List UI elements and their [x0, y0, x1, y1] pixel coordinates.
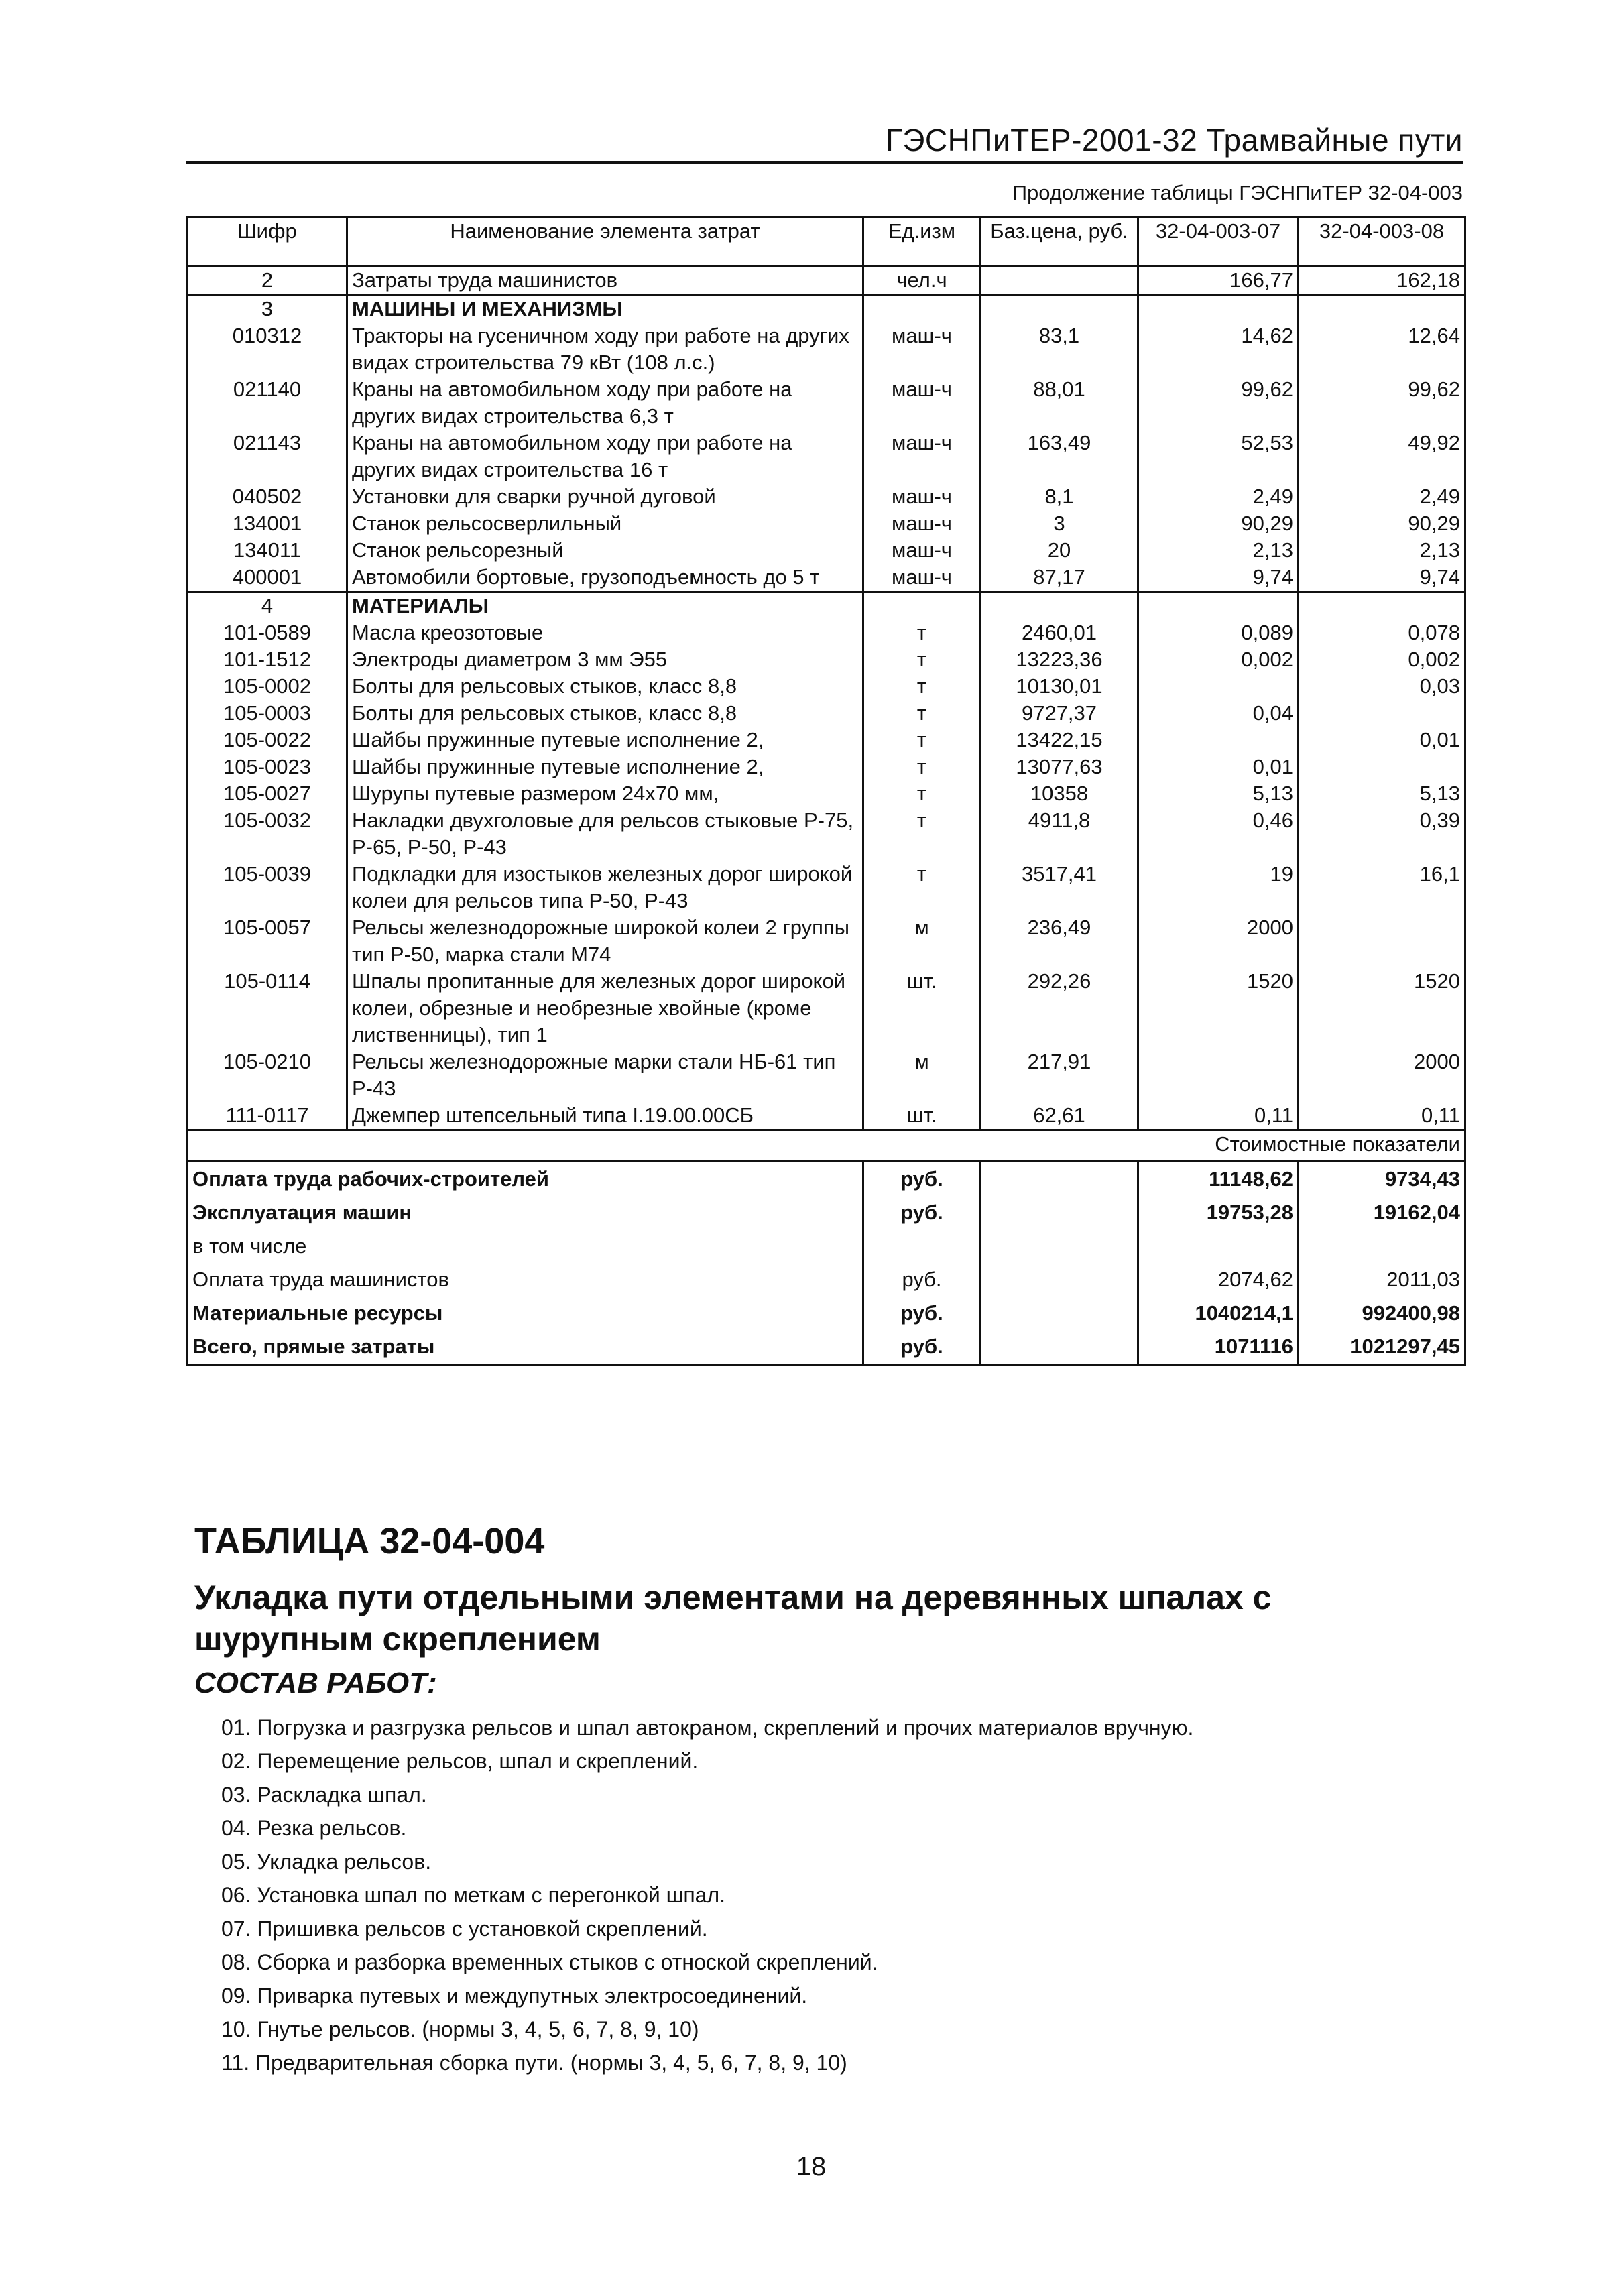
summary-v1: 2074,62	[1138, 1263, 1299, 1296]
cell-code: 134011	[188, 537, 347, 564]
cell-name: МАШИНЫ И МЕХАНИЗМЫ	[347, 295, 863, 323]
cost-table	[186, 216, 1466, 1366]
cell-v1	[1138, 1048, 1299, 1102]
summary-name: Оплата труда рабочих-строителей	[188, 1162, 863, 1197]
cell-code: 105-0002	[188, 673, 347, 700]
cell-code: 105-0114	[188, 968, 347, 1048]
cell-name: Краны на автомобильном ходу при работе на других видах строительства 6,3 т	[347, 376, 863, 430]
cell-unit: маш-ч	[863, 564, 981, 592]
cell-unit: маш-ч	[863, 322, 981, 376]
table-row	[188, 968, 1465, 1048]
cell-code: 101-1512	[188, 646, 347, 673]
cell-code: 040502	[188, 483, 347, 510]
summary-name: Оплата труда машинистов	[188, 1263, 863, 1296]
cell-code: 021143	[188, 430, 347, 483]
cell-v1: 9,74	[1138, 564, 1299, 592]
cell-v1: 1520	[1138, 968, 1299, 1048]
cell-price	[981, 295, 1138, 323]
cell-name: Болты для рельсовых стыков, класс 8,8	[347, 700, 863, 727]
cell-v1: 166,77	[1138, 266, 1299, 295]
summary-row	[188, 1229, 1465, 1263]
cell-unit: т	[863, 807, 981, 861]
cell-unit: т	[863, 753, 981, 780]
summary-v1	[1138, 1229, 1299, 1263]
summary-v2: 9734,43	[1299, 1162, 1465, 1197]
cell-v2: 5,13	[1299, 780, 1465, 807]
cell-price: 217,91	[981, 1048, 1138, 1102]
section-title: ТАБЛИЦА 32-04-004	[194, 1521, 545, 1561]
summary-v1: 19753,28	[1138, 1196, 1299, 1229]
cell-v1: 0,002	[1138, 646, 1299, 673]
cell-v2: 9,74	[1299, 564, 1465, 592]
table-row	[188, 673, 1465, 700]
table-row	[188, 510, 1465, 537]
cell-code: 105-0039	[188, 861, 347, 914]
cell-name: Станок рельсосверлильный	[347, 510, 863, 537]
cell-price: 8,1	[981, 483, 1138, 510]
works-list	[221, 1711, 1428, 2079]
summary-price-empty	[981, 1162, 1138, 1197]
cell-v2: 0,11	[1299, 1102, 1465, 1130]
cell-price: 20	[981, 537, 1138, 564]
table-row	[188, 483, 1465, 510]
cell-v2: 2,49	[1299, 483, 1465, 510]
summary-price-empty	[981, 1263, 1138, 1296]
summary-row	[188, 1196, 1465, 1229]
cell-v1	[1138, 295, 1299, 323]
cell-v1: 0,089	[1138, 619, 1299, 646]
cell-v1: 0,11	[1138, 1102, 1299, 1130]
summary-v1: 1071116	[1138, 1330, 1299, 1365]
cell-name: Краны на автомобильном ходу при работе на других видах строительства 16 т	[347, 430, 863, 483]
table-body	[188, 266, 1465, 1130]
column-header-price: Баз.цена, руб.	[981, 217, 1138, 266]
summary-v2: 2011,03	[1299, 1263, 1465, 1296]
cell-unit: м	[863, 1048, 981, 1102]
summary-name: Материальные ресурсы	[188, 1296, 863, 1330]
cell-v2: 162,18	[1299, 266, 1465, 295]
summary-name: в том числе	[188, 1229, 863, 1263]
cell-code: 134001	[188, 510, 347, 537]
cell-name: Станок рельсорезный	[347, 537, 863, 564]
summary-row	[188, 1263, 1465, 1296]
cell-unit: чел.ч	[863, 266, 981, 295]
cell-unit: т	[863, 646, 981, 673]
table-row	[188, 322, 1465, 376]
work-step: 06. Установка шпал по меткам с перегонкой шпал.	[221, 1883, 725, 1907]
page-number: 18	[796, 2152, 827, 2181]
cell-unit: шт.	[863, 1102, 981, 1130]
work-step: 01. Погрузка и разгрузка рельсов и шпал автокраном, скреплений и прочих материалов вручную.	[221, 1715, 1194, 1740]
table-row	[188, 700, 1465, 727]
summary-unit: руб.	[863, 1196, 981, 1229]
cell-v1: 14,62	[1138, 322, 1299, 376]
cell-code: 2	[188, 266, 347, 295]
cell-unit: т	[863, 780, 981, 807]
cell-price: 292,26	[981, 968, 1138, 1048]
cell-price: 163,49	[981, 430, 1138, 483]
metrics-label: Стоимостные показатели	[188, 1130, 1465, 1162]
work-step: 02. Перемещение рельсов, шпал и скреплений.	[221, 1749, 699, 1773]
cell-v2	[1299, 592, 1465, 620]
work-step: 08. Сборка и разборка временных стыков с отноской скреплений.	[221, 1950, 878, 1974]
cell-price: 10130,01	[981, 673, 1138, 700]
works-heading: СОСТАВ РАБОТ:	[194, 1667, 437, 1699]
work-step: 07. Пришивка рельсов с установкой скреплений.	[221, 1917, 708, 1941]
cell-price: 9727,37	[981, 700, 1138, 727]
cell-name: Электроды диаметром 3 мм Э55	[347, 646, 863, 673]
cell-v1: 52,53	[1138, 430, 1299, 483]
cell-price	[981, 592, 1138, 620]
table-row	[188, 780, 1465, 807]
cell-name: Джемпер штепсельный типа I.19.00.00СБ	[347, 1102, 863, 1130]
cell-name: Шайбы пружинные путевые исполнение 2,	[347, 727, 863, 753]
cell-name: Шурупы путевые размером 24х70 мм,	[347, 780, 863, 807]
cell-name: Рельсы железнодорожные широкой колеи 2 группы тип Р-50, марка стали М74	[347, 914, 863, 968]
cell-name: Тракторы на гусеничном ходу при работе на других видах строительства 79 кВт (108 л.с.)	[347, 322, 863, 376]
summary-v1: 1040214,1	[1138, 1296, 1299, 1330]
cell-unit: маш-ч	[863, 537, 981, 564]
table-row	[188, 376, 1465, 430]
cell-name: МАТЕРИАЛЫ	[347, 592, 863, 620]
summary-row	[188, 1330, 1465, 1365]
cell-price: 13223,36	[981, 646, 1138, 673]
cell-v2: 2,13	[1299, 537, 1465, 564]
summary-unit: руб.	[863, 1263, 981, 1296]
section-subtitle: Укладка пути отдельными элементами на деревянных шпалах с шурупным скреплением	[194, 1579, 1272, 1658]
table-row	[188, 430, 1465, 483]
cell-v1: 0,04	[1138, 700, 1299, 727]
cell-code: 105-0023	[188, 753, 347, 780]
cell-name: Затраты труда машинистов	[347, 266, 863, 295]
summary-v2	[1299, 1229, 1465, 1263]
work-step: 11. Предварительная сборка пути. (нормы 3, 4, 5, 6, 7, 8, 9, 10)	[221, 2051, 847, 2075]
section-row	[188, 295, 1465, 323]
cell-v2	[1299, 295, 1465, 323]
cell-code: 105-0022	[188, 727, 347, 753]
cell-v1	[1138, 673, 1299, 700]
cell-unit: маш-ч	[863, 376, 981, 430]
cell-price: 4911,8	[981, 807, 1138, 861]
cell-name: Шпалы пропитанные для железных дорог широкой колеи, обрезные и необрезные хвойные (кроме лиственницы), тип 1	[347, 968, 863, 1048]
cell-price: 88,01	[981, 376, 1138, 430]
cell-price: 13077,63	[981, 753, 1138, 780]
table-row	[188, 564, 1465, 592]
column-header-unit: Ед.изм	[863, 217, 981, 266]
cell-price	[981, 266, 1138, 295]
cell-price: 87,17	[981, 564, 1138, 592]
table-header-row	[188, 217, 1465, 266]
cell-unit	[863, 295, 981, 323]
cell-name: Болты для рельсовых стыков, класс 8,8	[347, 673, 863, 700]
column-header-name: Наименование элемента затрат	[347, 217, 863, 266]
cell-name: Автомобили бортовые, грузоподъемность до 5 т	[347, 564, 863, 592]
cell-code: 105-0210	[188, 1048, 347, 1102]
cell-v2: 1520	[1299, 968, 1465, 1048]
table-row	[188, 914, 1465, 968]
cell-name: Масла креозотовые	[347, 619, 863, 646]
cell-v2: 49,92	[1299, 430, 1465, 483]
cell-code: 4	[188, 592, 347, 620]
cell-unit: шт.	[863, 968, 981, 1048]
summary-unit: руб.	[863, 1162, 981, 1197]
cell-code: 105-0027	[188, 780, 347, 807]
cell-unit: т	[863, 673, 981, 700]
cell-v2: 99,62	[1299, 376, 1465, 430]
summary-unit: руб.	[863, 1330, 981, 1365]
cell-code: 3	[188, 295, 347, 323]
cell-v2	[1299, 700, 1465, 727]
cell-price: 3517,41	[981, 861, 1138, 914]
cell-v2: 0,002	[1299, 646, 1465, 673]
summary-v2: 19162,04	[1299, 1196, 1465, 1229]
cell-v2	[1299, 753, 1465, 780]
cell-code: 105-0057	[188, 914, 347, 968]
document-header-title: ГЭСНПиТЕР-2001-32 Трамвайные пути	[885, 123, 1463, 158]
cell-price: 13422,15	[981, 727, 1138, 753]
cell-unit: маш-ч	[863, 483, 981, 510]
table-row	[188, 1048, 1465, 1102]
summary-v2: 1021297,45	[1299, 1330, 1465, 1365]
table-row	[188, 266, 1465, 295]
cell-v2: 0,01	[1299, 727, 1465, 753]
cell-name: Рельсы железнодорожные марки стали НБ-61 тип Р-43	[347, 1048, 863, 1102]
column-header-norm-08: 32-04-003-08	[1299, 217, 1465, 266]
cell-price: 236,49	[981, 914, 1138, 968]
cell-v2: 90,29	[1299, 510, 1465, 537]
cell-code: 400001	[188, 564, 347, 592]
summary-row	[188, 1296, 1465, 1330]
cell-code: 105-0003	[188, 700, 347, 727]
cell-v1	[1138, 592, 1299, 620]
cell-name: Установки для сварки ручной дуговой	[347, 483, 863, 510]
summary-name: Всего, прямые затраты	[188, 1330, 863, 1365]
summary-price-empty	[981, 1229, 1138, 1263]
cell-unit: т	[863, 619, 981, 646]
metrics-label-row	[188, 1130, 1465, 1162]
cell-v1: 90,29	[1138, 510, 1299, 537]
cell-v1: 2,13	[1138, 537, 1299, 564]
summary-unit: руб.	[863, 1296, 981, 1330]
table-row	[188, 619, 1465, 646]
cell-price: 2460,01	[981, 619, 1138, 646]
cell-code: 111-0117	[188, 1102, 347, 1130]
table-row	[188, 1102, 1465, 1130]
cell-price: 62,61	[981, 1102, 1138, 1130]
cell-unit: т	[863, 861, 981, 914]
work-step: 03. Раскладка шпал.	[221, 1783, 427, 1807]
cell-unit: т	[863, 727, 981, 753]
section-row	[188, 592, 1465, 620]
cell-v2: 0,39	[1299, 807, 1465, 861]
cell-v1: 19	[1138, 861, 1299, 914]
table-row	[188, 807, 1465, 861]
summary-row	[188, 1162, 1465, 1197]
cell-price: 83,1	[981, 322, 1138, 376]
work-step: 10. Гнутье рельсов. (нормы 3, 4, 5, 6, 7, 8, 9, 10)	[221, 2017, 699, 2041]
table-row	[188, 727, 1465, 753]
cell-unit: маш-ч	[863, 430, 981, 483]
work-step: 05. Укладка рельсов.	[221, 1850, 432, 1874]
cell-unit: м	[863, 914, 981, 968]
table-row	[188, 861, 1465, 914]
cell-code: 021140	[188, 376, 347, 430]
cell-code: 105-0032	[188, 807, 347, 861]
table-row	[188, 646, 1465, 673]
summary-v1: 11148,62	[1138, 1162, 1299, 1197]
cell-v1: 5,13	[1138, 780, 1299, 807]
table-row	[188, 753, 1465, 780]
cell-v2: 12,64	[1299, 322, 1465, 376]
summary-price-empty	[981, 1196, 1138, 1229]
cell-unit	[863, 592, 981, 620]
cell-v1: 0,46	[1138, 807, 1299, 861]
cell-v2: 16,1	[1299, 861, 1465, 914]
summary-unit	[863, 1229, 981, 1263]
summary-body	[188, 1130, 1465, 1365]
table-row	[188, 537, 1465, 564]
cell-price: 10358	[981, 780, 1138, 807]
cell-v2	[1299, 914, 1465, 968]
summary-price-empty	[981, 1330, 1138, 1365]
summary-price-empty	[981, 1296, 1138, 1330]
cell-v1: 2000	[1138, 914, 1299, 968]
column-header-code: Шифр	[188, 217, 347, 266]
cell-v1	[1138, 727, 1299, 753]
cell-unit: маш-ч	[863, 510, 981, 537]
cell-name: Накладки двухголовые для рельсов стыковые Р-75, Р-65, Р-50, Р-43	[347, 807, 863, 861]
cell-name: Шайбы пружинные путевые исполнение 2,	[347, 753, 863, 780]
cell-v1: 0,01	[1138, 753, 1299, 780]
work-step: 09. Приварка путевых и междупутных электросоединений.	[221, 1984, 808, 2008]
table-continuation-note: Продолжение таблицы ГЭСНПиТЕР 32-04-003	[1012, 181, 1463, 204]
column-header-norm-07: 32-04-003-07	[1138, 217, 1299, 266]
header-rule	[186, 161, 1463, 164]
cell-code: 101-0589	[188, 619, 347, 646]
cell-price: 3	[981, 510, 1138, 537]
summary-name: Эксплуатация машин	[188, 1196, 863, 1229]
work-step: 04. Резка рельсов.	[221, 1816, 407, 1840]
cell-unit: т	[863, 700, 981, 727]
cell-v2: 0,03	[1299, 673, 1465, 700]
cell-v1: 99,62	[1138, 376, 1299, 430]
cell-name: Подкладки для изостыков железных дорог широкой колеи для рельсов типа Р-50, Р-43	[347, 861, 863, 914]
cell-v1: 2,49	[1138, 483, 1299, 510]
summary-v2: 992400,98	[1299, 1296, 1465, 1330]
cell-v2: 0,078	[1299, 619, 1465, 646]
cell-code: 010312	[188, 322, 347, 376]
cell-v2: 2000	[1299, 1048, 1465, 1102]
